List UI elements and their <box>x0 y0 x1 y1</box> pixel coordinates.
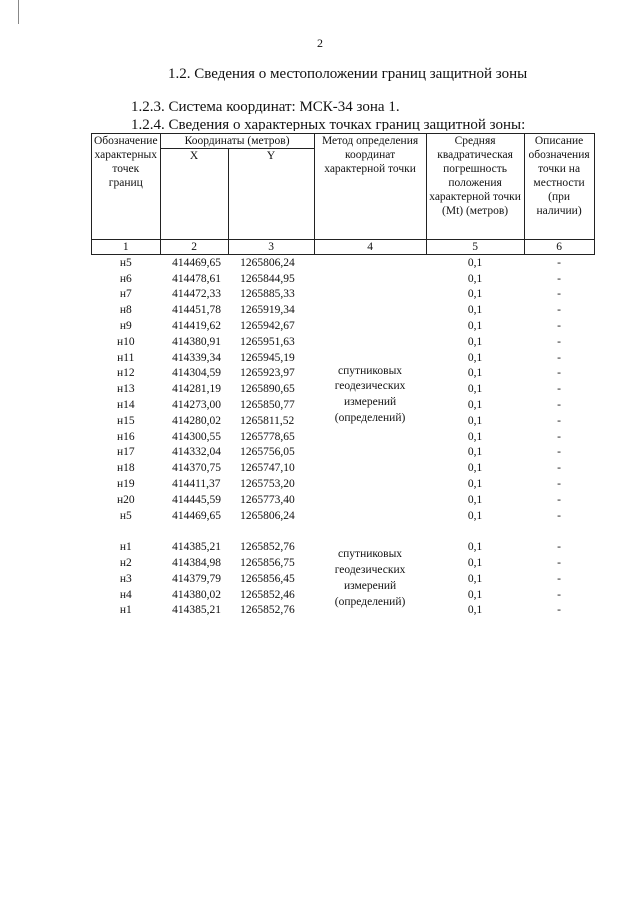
point-id: н9 <box>119 320 132 333</box>
error-value: 0,1 <box>467 541 483 554</box>
coordinates-table <box>91 133 595 618</box>
point-id: н1 <box>119 604 132 617</box>
error-value: 0,1 <box>467 414 483 427</box>
error-value: 0,1 <box>467 288 483 301</box>
coord-x: 414419,62 <box>172 320 221 333</box>
point-id: н11 <box>117 351 135 364</box>
point-id: н4 <box>119 588 132 601</box>
header-y: Y <box>228 149 314 240</box>
method-line: измерений <box>343 396 397 409</box>
coord-y: 1265852,76 <box>240 541 295 554</box>
table-row <box>92 539 595 555</box>
col-number: 1 <box>92 240 161 255</box>
coord-x: 414385,21 <box>172 541 221 554</box>
col-number: 6 <box>524 240 594 255</box>
points-title-text: 1.2.4. Сведения о характерных точках границ защитной зоны: <box>131 117 526 131</box>
method-cell <box>314 539 426 618</box>
point-id: н2 <box>119 557 132 570</box>
points-title <box>131 117 525 134</box>
coord-x: 414379,79 <box>172 572 221 585</box>
coord-x: 414273,00 <box>172 399 221 412</box>
method-line: измерений <box>343 579 397 592</box>
description-value: - <box>557 256 561 269</box>
coord-x: 414300,55 <box>172 430 221 443</box>
method-cell <box>314 255 426 524</box>
coord-x: 414385,21 <box>172 604 221 617</box>
point-id: н10 <box>116 335 135 348</box>
error-value: 0,1 <box>467 446 483 459</box>
description-value: - <box>557 493 561 506</box>
coord-x: 414280,02 <box>172 414 221 427</box>
description-value: - <box>557 335 561 348</box>
error-value: 0,1 <box>467 320 483 333</box>
description-value: - <box>557 383 561 396</box>
error-value: 0,1 <box>467 335 483 348</box>
description-value: - <box>557 509 561 522</box>
coord-y: 1265773,40 <box>240 493 295 506</box>
coord-y: 1265753,20 <box>240 478 295 491</box>
coord-y: 1265856,45 <box>240 572 295 585</box>
point-id: н6 <box>119 272 132 285</box>
point-id: н7 <box>119 288 132 301</box>
point-id: н13 <box>116 383 135 396</box>
coord-y: 1265890,65 <box>240 383 295 396</box>
error-value: 0,1 <box>467 604 483 617</box>
section-title: 1.2. Сведения о местоположении границ защитной зоны <box>168 66 528 82</box>
table-row <box>92 255 595 271</box>
error-value: 0,1 <box>467 272 483 285</box>
error-value: 0,1 <box>467 256 483 269</box>
point-id: н12 <box>116 367 135 380</box>
coord-x: 414304,59 <box>172 367 221 380</box>
method-line: (определений) <box>334 412 406 425</box>
header-description: Описание обозначения точки на местности (при наличии) <box>524 134 594 240</box>
description-value: - <box>557 367 561 380</box>
point-id: н19 <box>116 478 135 491</box>
description-value: - <box>557 351 561 364</box>
description-value: - <box>557 572 561 585</box>
coord-y: 1265942,67 <box>240 320 295 333</box>
description-value: - <box>557 478 561 491</box>
description-value: - <box>557 288 561 301</box>
coord-x: 414339,34 <box>172 351 221 364</box>
point-id: н8 <box>119 304 132 317</box>
point-id: н17 <box>116 446 135 459</box>
description-value: - <box>557 272 561 285</box>
method-line: спутниковых <box>338 548 403 561</box>
description-value: - <box>557 588 561 601</box>
coord-y: 1265778,65 <box>240 430 295 443</box>
coord-x: 414380,91 <box>172 335 221 348</box>
error-value: 0,1 <box>467 478 483 491</box>
coord-x: 414451,78 <box>172 304 221 317</box>
header-error: Средняя квадратическая погрешность положения характерной точки (Mt) (метров) <box>426 134 524 240</box>
error-value: 0,1 <box>467 399 483 412</box>
description-value: - <box>557 462 561 475</box>
col-number: 4 <box>314 240 426 255</box>
description-value: - <box>557 414 561 427</box>
coord-x: 414411,37 <box>172 478 221 491</box>
point-id: н5 <box>119 256 132 269</box>
coord-x: 414469,65 <box>172 509 221 522</box>
coord-y: 1265852,76 <box>240 604 295 617</box>
coord-x: 414281,19 <box>172 383 221 396</box>
col-number: 5 <box>426 240 524 255</box>
description-value: - <box>557 399 561 412</box>
method-line: геодезических <box>334 564 406 577</box>
col-number: 2 <box>160 240 228 255</box>
coord-system-line: 1.2.3. Система координат: МСК-34 зона 1. <box>131 99 400 115</box>
coord-y: 1265747,10 <box>240 462 295 475</box>
error-value: 0,1 <box>467 493 483 506</box>
description-value: - <box>557 446 561 459</box>
coord-y: 1265951,63 <box>240 335 295 348</box>
coord-x: 414445,59 <box>172 493 221 506</box>
coord-y: 1265850,77 <box>240 399 295 412</box>
description-value: - <box>557 604 561 617</box>
coord-y: 1265844,95 <box>240 272 295 285</box>
col-number: 3 <box>228 240 314 255</box>
coord-x: 414370,75 <box>172 462 221 475</box>
point-id: н14 <box>116 399 135 412</box>
header-coords-group: Координаты (метров) <box>160 134 314 149</box>
column-number-row <box>92 240 595 255</box>
header-method: Метод определения координат характерной точки <box>314 134 426 240</box>
point-id: н15 <box>116 414 135 427</box>
coord-y: 1265923,97 <box>240 367 295 380</box>
description-value: - <box>557 304 561 317</box>
error-value: 0,1 <box>467 351 483 364</box>
header-x: X <box>160 149 228 240</box>
coord-x: 414478,61 <box>172 272 221 285</box>
coord-x: 414472,33 <box>172 288 221 301</box>
margin-mark <box>18 0 19 24</box>
point-id: н16 <box>116 430 135 443</box>
error-value: 0,1 <box>467 304 483 317</box>
error-value: 0,1 <box>467 383 483 396</box>
coord-y: 1265806,24 <box>240 256 295 269</box>
description-value: - <box>557 541 561 554</box>
spacer-cell <box>92 524 595 540</box>
error-value: 0,1 <box>467 509 483 522</box>
coord-y: 1265811,52 <box>240 414 295 427</box>
point-id: н20 <box>116 493 135 506</box>
coord-y: 1265856,75 <box>240 557 295 570</box>
page-number: 2 <box>317 36 323 50</box>
error-value: 0,1 <box>467 588 483 601</box>
method-line: (определений) <box>334 595 406 608</box>
point-id: н1 <box>119 541 132 554</box>
coord-y: 1265756,05 <box>240 446 295 459</box>
method-line: геодезических <box>334 380 406 393</box>
coord-x: 414380,02 <box>172 588 221 601</box>
error-value: 0,1 <box>467 462 483 475</box>
coord-y: 1265852,46 <box>240 588 295 601</box>
header-designation: Обозначение характерных точек границ <box>92 134 161 240</box>
coord-y: 1265885,33 <box>240 288 295 301</box>
error-value: 0,1 <box>467 367 483 380</box>
method-line: спутниковых <box>338 364 403 377</box>
description-value: - <box>557 557 561 570</box>
coord-x: 414384,98 <box>172 557 221 570</box>
error-value: 0,1 <box>467 572 483 585</box>
error-value: 0,1 <box>467 430 483 443</box>
point-id: н5 <box>119 509 132 522</box>
error-value: 0,1 <box>467 557 483 570</box>
description-value: - <box>557 430 561 443</box>
coord-y: 1265945,19 <box>240 351 295 364</box>
coord-y: 1265919,34 <box>240 304 295 317</box>
coord-y: 1265806,24 <box>240 509 295 522</box>
point-id: н18 <box>116 462 135 475</box>
group-spacer <box>92 524 595 540</box>
table-body <box>92 255 595 619</box>
coord-x: 414332,04 <box>172 446 221 459</box>
coord-x: 414469,65 <box>172 256 221 269</box>
description-value: - <box>557 320 561 333</box>
point-id: н3 <box>119 572 132 585</box>
